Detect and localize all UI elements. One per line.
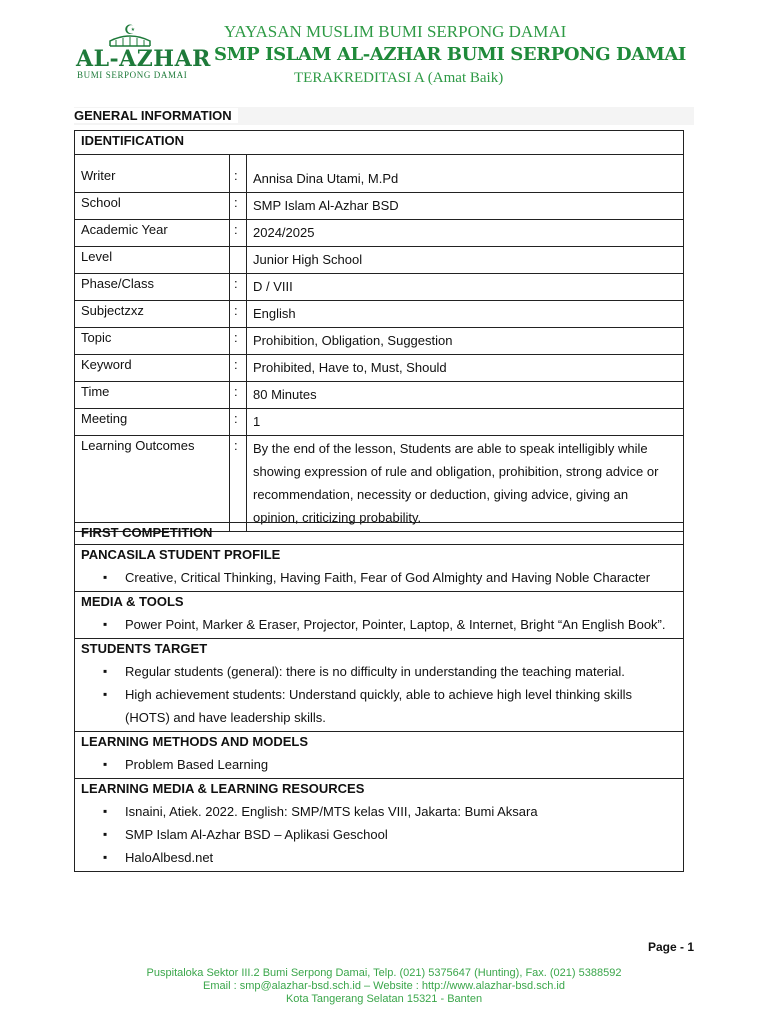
footer [0, 967, 768, 1006]
identification-row [75, 436, 684, 532]
row-separator: : [230, 409, 247, 436]
footer-address: Puspitaloka Sektor III.2 Bumi Serpong Damai, Telp. (021) 5375647 (Hunting), Fax. (021) 5388592 [146, 967, 622, 979]
section-list [81, 800, 677, 869]
list-item: ▪ SMP Islam Al-Azhar BSD – Aplikasi Geschool [125, 823, 677, 846]
identification-table [74, 130, 684, 532]
section-title: PANCASILA STUDENT PROFILE [81, 547, 281, 562]
row-value: D / VIII [247, 274, 684, 301]
list-item: ▪ Regular students (general): there is no difficulty in understanding the teaching material. [125, 660, 677, 683]
identification-row [75, 193, 684, 220]
school-logo [74, 22, 211, 80]
accreditation: TERAKREDITASI A (Amat Baik) [294, 70, 504, 86]
page-number: Page - 1 [647, 940, 694, 954]
section-list [81, 753, 677, 776]
row-label: Subjectzxz [75, 301, 230, 328]
row-label: Learning Outcomes [75, 436, 230, 532]
row-label: Time [75, 382, 230, 409]
logo-subtitle: BUMI SERPONG DAMAI [77, 70, 188, 80]
competition-section [75, 639, 684, 732]
list-item: ▪ Problem Based Learning [125, 753, 677, 776]
section-list [81, 566, 677, 589]
row-value: Prohibited, Have to, Must, Should [247, 355, 684, 382]
section-list [81, 613, 677, 636]
row-separator: : [230, 155, 247, 193]
footer-city: Kota Tangerang Selatan 15321 - Banten [285, 993, 483, 1005]
row-value: English [247, 301, 684, 328]
identification-row [75, 382, 684, 409]
identification-row [75, 274, 684, 301]
row-label: Keyword [75, 355, 230, 382]
row-value: Prohibition, Obligation, Suggestion [247, 328, 684, 355]
identification-row [75, 247, 684, 274]
list-item: ▪ High achievement students: Understand quickly, able to achieve high level thinking skills (HOTS) and have leadership skills. [125, 683, 677, 729]
general-information-heading: GENERAL INFORMATION [74, 107, 694, 125]
list-item: ▪ Creative, Critical Thinking, Having Faith, Fear of God Almighty and Having Noble Character [125, 566, 677, 589]
mosque-arch-icon [108, 33, 152, 47]
section-title: LEARNING METHODS AND MODELS [81, 734, 309, 749]
foundation-name: YAYASAN MUSLIM BUMI SERPONG DAMAI [224, 22, 567, 41]
competition-section [75, 779, 684, 872]
row-separator: : [230, 274, 247, 301]
list-item: ▪ HaloAlbesd.net [125, 846, 677, 869]
first-competition-title: FIRST COMPETITION [75, 523, 684, 545]
row-value: Junior High School [247, 247, 684, 274]
row-separator: : [230, 301, 247, 328]
school-name: SMP ISLAM AL-AZHAR BUMI SERPONG DAMAI [214, 44, 686, 65]
identification-row [75, 409, 684, 436]
identification-row [75, 301, 684, 328]
competition-section [75, 545, 684, 592]
competition-table [74, 522, 684, 872]
row-separator [230, 247, 247, 274]
section-title: STUDENTS TARGET [81, 641, 208, 656]
row-label: Topic [75, 328, 230, 355]
identification-row [75, 155, 684, 193]
identification-title: IDENTIFICATION [75, 131, 684, 155]
row-label: Academic Year [75, 220, 230, 247]
row-value: By the end of the lesson, Students are able to speak intelligibly while showing expression of rule and obligation, prohibition, strong advice or recommendation, necessity or deduction, giving advice, giving an opinion, criticizing probability. [247, 436, 684, 532]
row-value: Annisa Dina Utami, M.Pd [247, 155, 684, 193]
list-item: ▪ Isnaini, Atiek. 2022. English: SMP/MTS kelas VIII, Jakarta: Bumi Aksara [125, 800, 677, 823]
row-label: School [75, 193, 230, 220]
footer-contact: Email : smp@alazhar-bsd.sch.id – Website : http://www.alazhar-bsd.sch.id [203, 980, 565, 992]
competition-section [75, 732, 684, 779]
row-separator: : [230, 436, 247, 532]
logo-name: AL-AZHAR [76, 46, 211, 72]
section-title: LEARNING MEDIA & LEARNING RESOURCES [81, 781, 365, 796]
row-label: Meeting [75, 409, 230, 436]
row-value: 2024/2025 [247, 220, 684, 247]
row-value: SMP Islam Al-Azhar BSD [247, 193, 684, 220]
section-title: MEDIA & TOOLS [81, 594, 184, 609]
crescent-star-icon: ☪ [124, 22, 136, 37]
identification-row [75, 328, 684, 355]
list-item: ▪ Power Point, Marker & Eraser, Projector, Pointer, Laptop, & Internet, Bright “An English Book”. [125, 613, 677, 636]
row-separator: : [230, 220, 247, 247]
row-separator: : [230, 193, 247, 220]
row-label: Level [75, 247, 230, 274]
section-list [81, 660, 677, 729]
row-separator: : [230, 382, 247, 409]
row-value: 1 [247, 409, 684, 436]
row-value: 80 Minutes [247, 382, 684, 409]
identification-row [75, 220, 684, 247]
row-label: Writer [75, 155, 230, 193]
row-separator: : [230, 328, 247, 355]
row-label: Phase/Class [75, 274, 230, 301]
identification-row [75, 355, 684, 382]
competition-section [75, 592, 684, 639]
row-separator: : [230, 355, 247, 382]
